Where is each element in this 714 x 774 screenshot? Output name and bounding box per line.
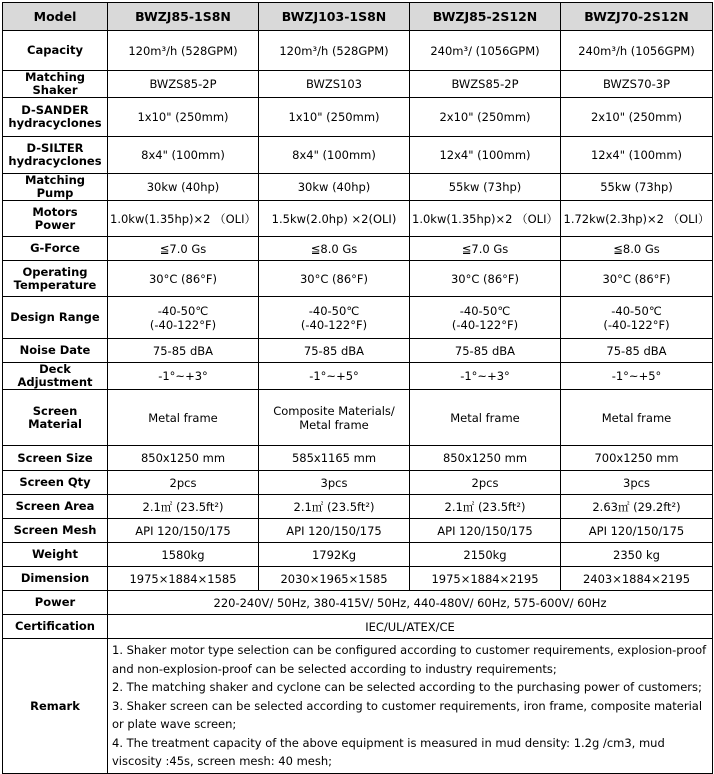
table-cell: 55kw (73hp) bbox=[561, 174, 713, 201]
table-row bbox=[3, 71, 713, 98]
table-cell: API 120/150/175 bbox=[561, 519, 713, 543]
table-cell: 2pcs bbox=[410, 471, 561, 495]
table-cell: 75-85 dBA bbox=[108, 339, 259, 363]
table-cell: 1.0kw(1.35hp)×2 （OLI） bbox=[410, 201, 561, 237]
header-model-label: Model bbox=[3, 3, 108, 31]
table-cell: -1°~+3° bbox=[108, 363, 259, 390]
table-cell: -1°~+5° bbox=[561, 363, 713, 390]
table-row bbox=[3, 201, 713, 237]
table-cell: Metal frame bbox=[108, 390, 259, 446]
table-cell: BWZS103 bbox=[259, 71, 410, 98]
table-cell: 1.5kw(2.0hp) ×2(OLI) bbox=[259, 201, 410, 237]
row-label: Certification bbox=[3, 615, 108, 639]
table-cell: -40-50℃ (-40-122°F) bbox=[410, 297, 561, 339]
row-label: Matching Pump bbox=[3, 174, 108, 201]
row-label: Screen Mesh bbox=[3, 519, 108, 543]
table-cell: 1580kg bbox=[108, 543, 259, 567]
table-cell: 2150kg bbox=[410, 543, 561, 567]
table-cell: API 120/150/175 bbox=[259, 519, 410, 543]
table-cell: 30°C (86°F) bbox=[561, 261, 713, 297]
table-cell: 120m³/h (528GPM) bbox=[259, 31, 410, 71]
table-cell: 30°C (86°F) bbox=[108, 261, 259, 297]
table-row bbox=[3, 98, 713, 137]
table-row bbox=[3, 495, 713, 519]
table-cell: 30°C (86°F) bbox=[259, 261, 410, 297]
table-cell: 12x4" (100mm) bbox=[561, 137, 713, 174]
row-label: Matching Shaker bbox=[3, 71, 108, 98]
certification-row bbox=[3, 615, 713, 639]
table-cell: -40-50℃ (-40-122°F) bbox=[108, 297, 259, 339]
table-cell: 2.63㎡ (29.2ft²) bbox=[561, 495, 713, 519]
row-label: Weight bbox=[3, 543, 108, 567]
table-row bbox=[3, 237, 713, 261]
table-row bbox=[3, 567, 713, 591]
table-cell: BWZS85-2P bbox=[410, 71, 561, 98]
table-cell: 2pcs bbox=[108, 471, 259, 495]
table-cell: 240m³/ (1056GPM) bbox=[410, 31, 561, 71]
table-cell: Composite Materials/ Metal frame bbox=[259, 390, 410, 446]
table-cell: -40-50℃ (-40-122°F) bbox=[561, 297, 713, 339]
table-cell: 120m³/h (528GPM) bbox=[108, 31, 259, 71]
row-label: Motors Power bbox=[3, 201, 108, 237]
table-cell: 75-85 dBA bbox=[561, 339, 713, 363]
table-row bbox=[3, 339, 713, 363]
table-cell: 75-85 dBA bbox=[259, 339, 410, 363]
row-label: D-SILTER hydracyclones bbox=[3, 137, 108, 174]
table-cell: 30kw (40hp) bbox=[259, 174, 410, 201]
table-cell: Metal frame bbox=[561, 390, 713, 446]
table-row bbox=[3, 390, 713, 446]
remark-text bbox=[108, 639, 713, 774]
table-row bbox=[3, 519, 713, 543]
spec-table bbox=[2, 2, 713, 774]
row-label: Power bbox=[3, 591, 108, 615]
table-row bbox=[3, 446, 713, 471]
header-model-4: BWZJ70-2S12N bbox=[561, 3, 713, 31]
remark-line-1: 1. Shaker motor type selection can be configured according to customer requirements, explosion-proof and non-explosion-proof can be selected according to industry requirements; bbox=[112, 642, 707, 676]
table-cell: 30kw (40hp) bbox=[108, 174, 259, 201]
table-cell: 850x1250 mm bbox=[108, 446, 259, 471]
table-row bbox=[3, 543, 713, 567]
row-label: Screen Area bbox=[3, 495, 108, 519]
table-cell: ≦8.0 Gs bbox=[259, 237, 410, 261]
table-row bbox=[3, 174, 713, 201]
remark-line-2: 2. The matching shaker and cyclone can be selected according to the purchasing power of customers; bbox=[112, 680, 702, 695]
table-cell: 1975×1884×1585 bbox=[108, 567, 259, 591]
row-label: D-SANDER hydracyclones bbox=[3, 98, 108, 137]
table-cell: 700x1250 mm bbox=[561, 446, 713, 471]
table-cell: 2.1㎡ (23.5ft²) bbox=[259, 495, 410, 519]
table-cell: 75-85 dBA bbox=[410, 339, 561, 363]
table-cell: 1.0kw(1.35hp)×2 （OLI） bbox=[108, 201, 259, 237]
row-label: Operating Temperature bbox=[3, 261, 108, 297]
table-cell: 55kw (73hp) bbox=[410, 174, 561, 201]
certification-value: IEC/UL/ATEX/CE bbox=[108, 615, 713, 639]
header-model-2: BWZJ103-1S8N bbox=[259, 3, 410, 31]
row-label: G-Force bbox=[3, 237, 108, 261]
table-cell: Metal frame bbox=[410, 390, 561, 446]
table-cell: 1x10" (250mm) bbox=[259, 98, 410, 137]
table-cell: ≦7.0 Gs bbox=[108, 237, 259, 261]
table-cell: 585x1165 mm bbox=[259, 446, 410, 471]
table-cell: 2403×1884×2195 bbox=[561, 567, 713, 591]
row-label: Capacity bbox=[3, 31, 108, 71]
table-cell: 8x4" (100mm) bbox=[259, 137, 410, 174]
row-label: Dimension bbox=[3, 567, 108, 591]
table-row bbox=[3, 471, 713, 495]
table-cell: ≦8.0 Gs bbox=[561, 237, 713, 261]
table-cell: 1.72kw(2.3hp)×2 （OLI） bbox=[561, 201, 713, 237]
table-cell: 2.1㎡ (23.5ft²) bbox=[410, 495, 561, 519]
row-label: Screen Size bbox=[3, 446, 108, 471]
power-row bbox=[3, 591, 713, 615]
table-cell: 850x1250 mm bbox=[410, 446, 561, 471]
table-cell: BWZS85-2P bbox=[108, 71, 259, 98]
row-label: Screen Material bbox=[3, 390, 108, 446]
header-model-3: BWZJ85-2S12N bbox=[410, 3, 561, 31]
table-row bbox=[3, 261, 713, 297]
table-cell: 240m³/h (1056GPM) bbox=[561, 31, 713, 71]
table-cell: -40-50℃ (-40-122°F) bbox=[259, 297, 410, 339]
table-cell: -1°~+3° bbox=[410, 363, 561, 390]
header-model-1: BWZJ85-1S8N bbox=[108, 3, 259, 31]
row-label: Design Range bbox=[3, 297, 108, 339]
table-cell: API 120/150/175 bbox=[108, 519, 259, 543]
row-label: Noise Date bbox=[3, 339, 108, 363]
table-cell: 1975×1884×2195 bbox=[410, 567, 561, 591]
table-cell: API 120/150/175 bbox=[410, 519, 561, 543]
header-row bbox=[3, 3, 713, 31]
table-cell: 3pcs bbox=[259, 471, 410, 495]
table-cell: 2.1㎡ (23.5ft²) bbox=[108, 495, 259, 519]
table-cell: 2350 kg bbox=[561, 543, 713, 567]
table-cell: 12x4" (100mm) bbox=[410, 137, 561, 174]
table-cell: 2030×1965×1585 bbox=[259, 567, 410, 591]
table-cell: 1x10" (250mm) bbox=[108, 98, 259, 137]
table-cell: BWZS70-3P bbox=[561, 71, 713, 98]
row-label: Deck Adjustment bbox=[3, 363, 108, 390]
power-value: 220-240V/ 50Hz, 380-415V/ 50Hz, 440-480V/ 60Hz, 575-600V/ 60Hz bbox=[108, 591, 713, 615]
table-cell: ≦7.0 Gs bbox=[410, 237, 561, 261]
remark-line-3: 3. Shaker screen can be selected according to customer requirements, iron frame, composite material or plate wave screen; bbox=[112, 698, 703, 732]
table-cell: 2x10" (250mm) bbox=[561, 98, 713, 137]
remark-row bbox=[3, 639, 713, 774]
table-cell: 3pcs bbox=[561, 471, 713, 495]
row-label: Remark bbox=[3, 639, 108, 774]
table-cell: 1792Kg bbox=[259, 543, 410, 567]
table-cell: 2x10" (250mm) bbox=[410, 98, 561, 137]
table-row bbox=[3, 363, 713, 390]
remark-line-4: 4. The treatment capacity of the above equipment is measured in mud density: 1.2g /cm3, mud viscosity :45s, screen mesh: 40 mesh; bbox=[112, 735, 665, 769]
table-row bbox=[3, 137, 713, 174]
table-cell: 30°C (86°F) bbox=[410, 261, 561, 297]
table-cell: 8x4" (100mm) bbox=[108, 137, 259, 174]
row-label: Screen Qty bbox=[3, 471, 108, 495]
table-cell: -1°~+5° bbox=[259, 363, 410, 390]
table-row bbox=[3, 297, 713, 339]
table-row bbox=[3, 31, 713, 71]
